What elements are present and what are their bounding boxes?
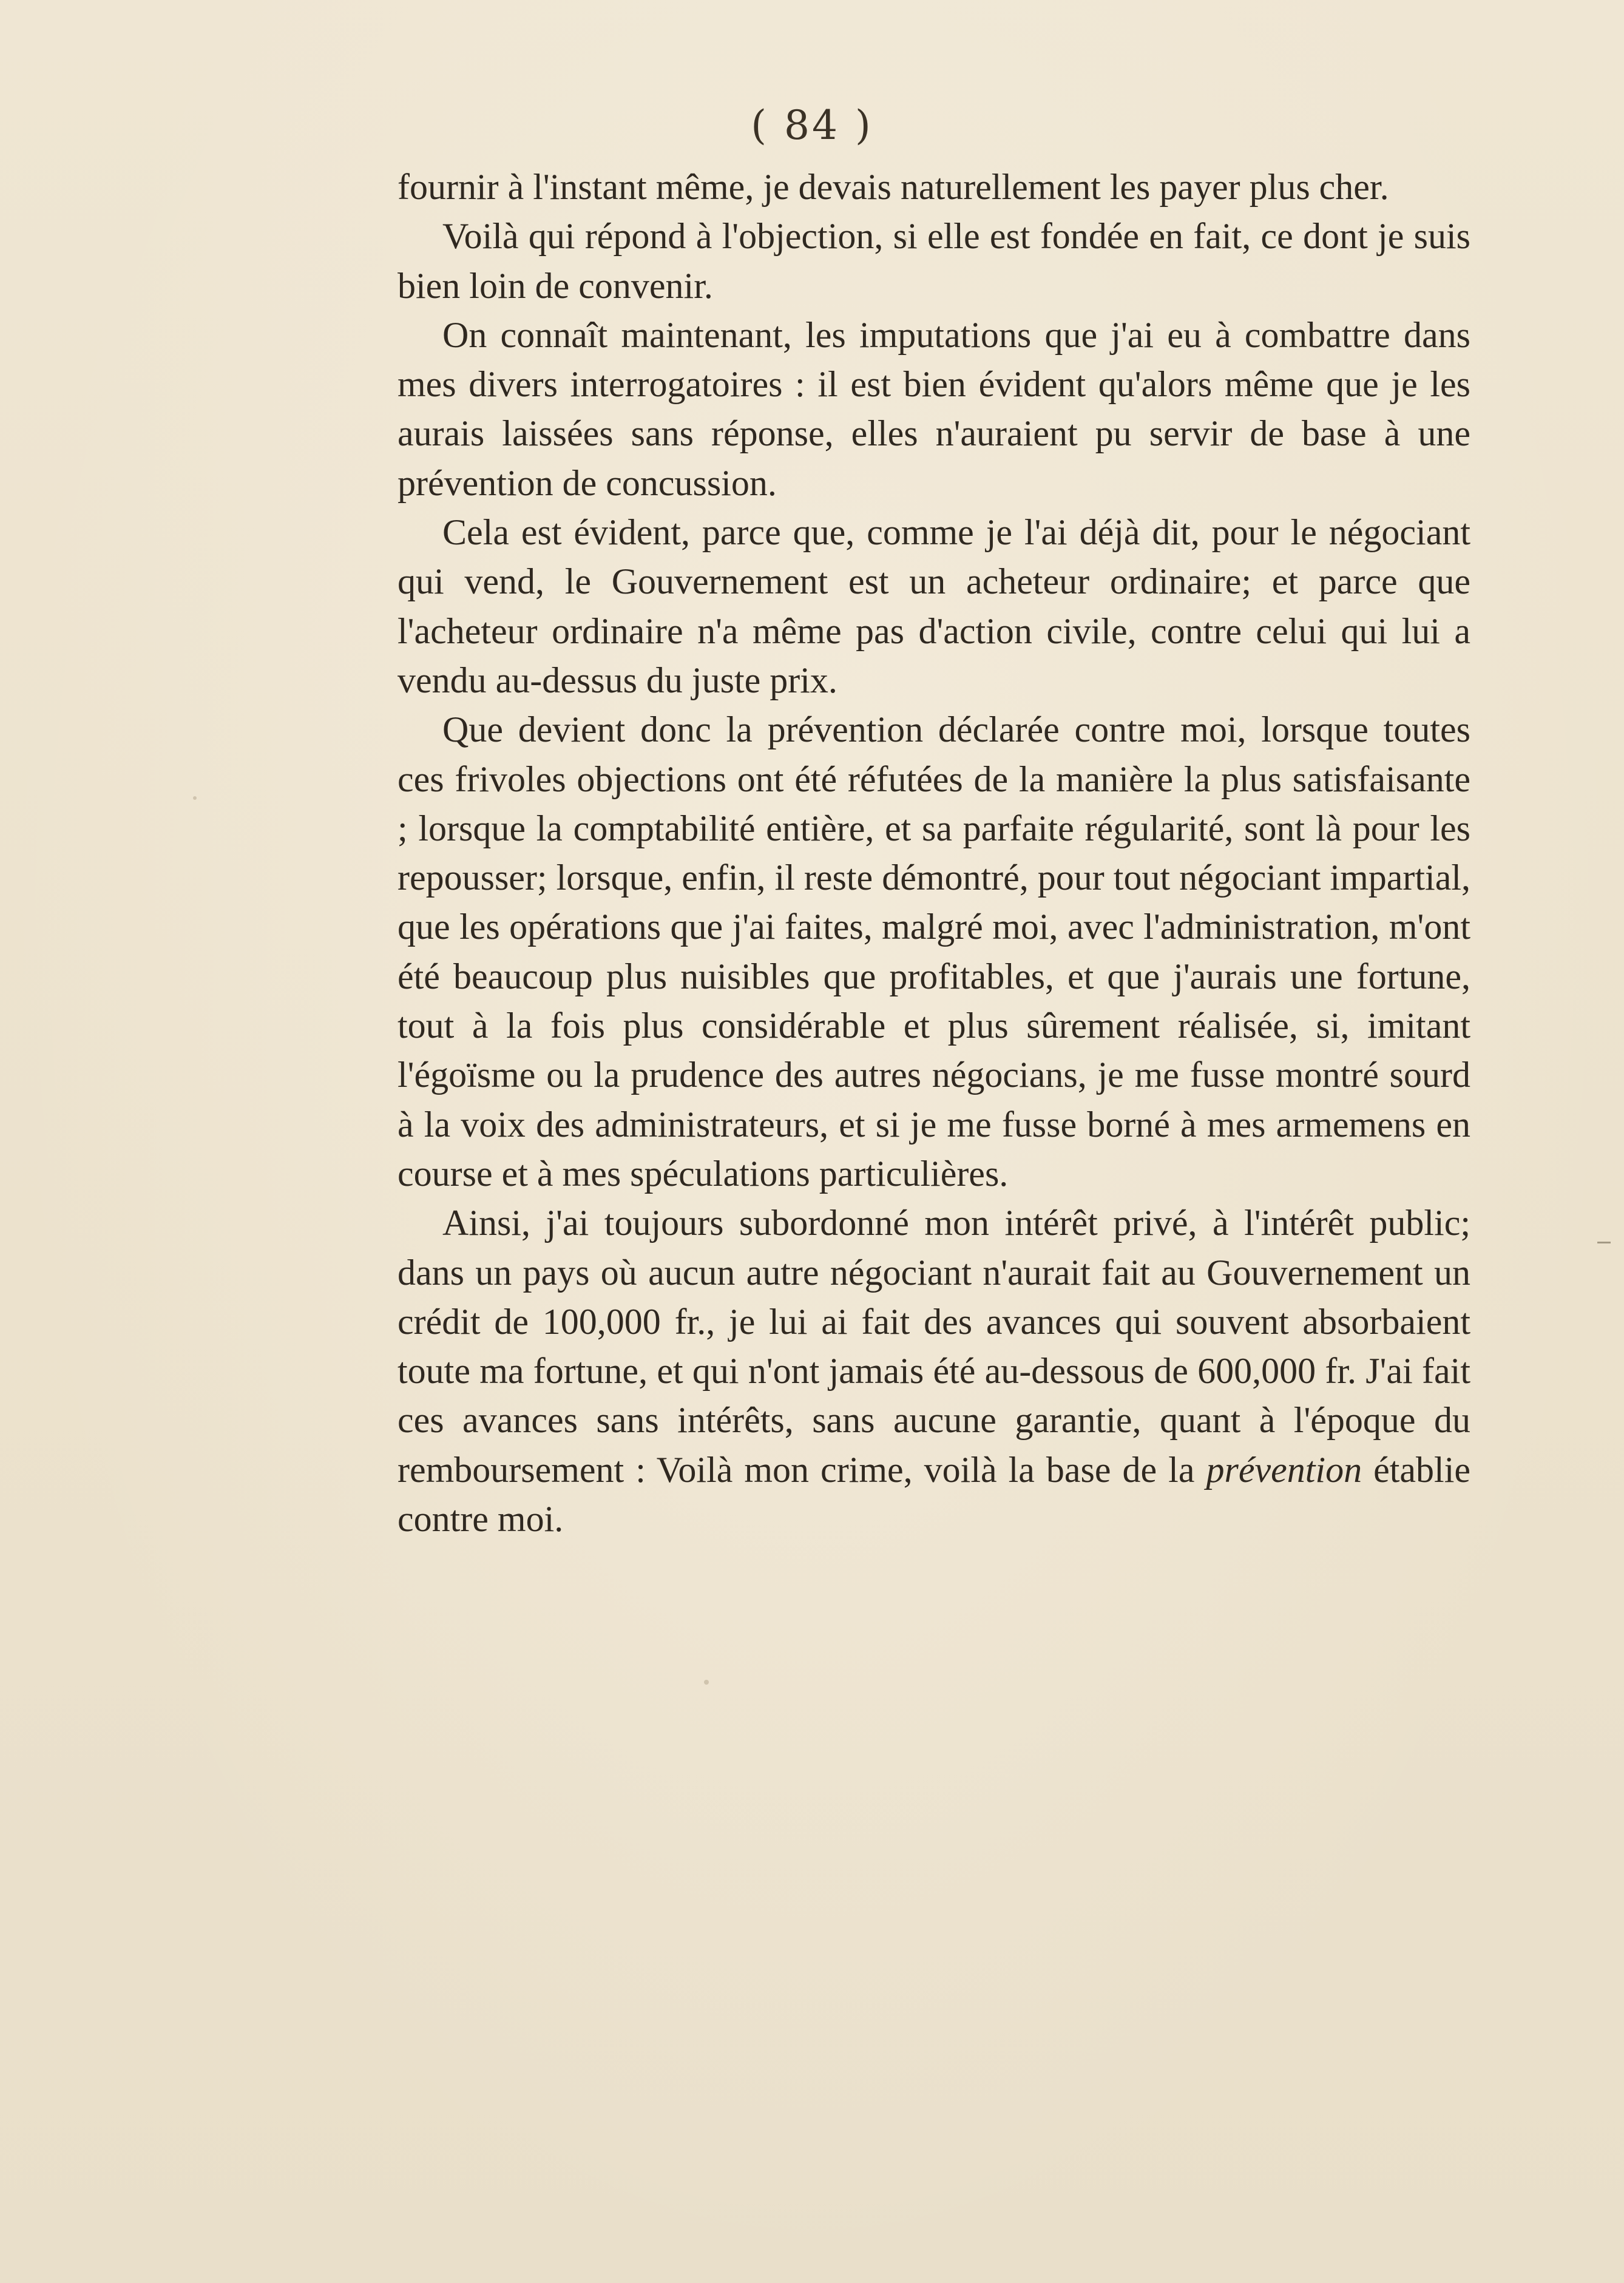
paragraph: Voilà qui répond à l'objection, si elle est fondée en fait, ce dont je suis bien loin de convenir. bbox=[398, 216, 1470, 306]
paragraph-text: Ainsi, j'ai toujours subordonné mon intérêt privé, à l'intérêt public; dans un pays où aucun autre négociant n'aurait fait au Gouvernement un crédit de 100,000 fr., je lui ai fait des avances qui souvent absorbaient toute ma fortune, et qui n'ont jamais été au-dessous de 600,000 fr. J'ai fait ces avances sans intérêts, sans aucune garantie, quant à l'époque du remboursement : Voilà mon crime, voilà la base de la bbox=[398, 1203, 1470, 1490]
paragraph-final bbox=[398, 1199, 1470, 1544]
italic-term: prévention bbox=[1206, 1449, 1362, 1490]
paragraph-text: établie contre moi. bbox=[398, 1449, 1471, 1540]
body-text bbox=[398, 163, 1470, 1544]
paragraph: Cela est évident, parce que, comme je l'ai déjà dit, pour le négociant qui vend, le Gouvernement est un acheteur ordinaire; et parce que l'acheteur ordinaire n'a même pas d'action civile, contre celui qui lui a vendu au-dessus du juste prix. bbox=[398, 512, 1470, 700]
paragraph: Que devient donc la prévention déclarée contre moi, lorsque toutes ces frivoles objections ont été réfutées de la manière la plus satisfaisante ; lorsque la comptabilité entière, et sa parfaite régularité, sont là pour les repousser; lorsque, enfin, il reste démontré, pour tout négociant impartial, que les opérations que j'ai faites, malgré moi, avec l'administration, m'ont été beaucoup plus nuisibles que profitables, et que j'aurais une fortune, tout à la fois plus considérable et plus sûrement réalisée, si, imitant l'égoïsme ou la prudence des autres négocians, je me fusse montré sourd à la voix des administrateurs, et si je me fusse borné à mes armemens en course et à mes spéculations particulières. bbox=[398, 709, 1470, 1194]
paper-speck bbox=[704, 1680, 709, 1685]
paper-speck bbox=[193, 796, 197, 800]
margin-mark bbox=[1597, 1242, 1611, 1243]
paragraph-continuation: fournir à l'instant même, je devais naturellement les payer plus cher. bbox=[398, 167, 1389, 207]
paragraph: On connaît maintenant, les imputations que j'ai eu à combattre dans mes divers interrogatoires : il est bien évident qu'alors même que je les aurais laissées sans réponse, elles n'auraient pu servir de base à une prévention de concussion. bbox=[398, 314, 1470, 503]
page-number: ( 84 ) bbox=[751, 102, 873, 149]
